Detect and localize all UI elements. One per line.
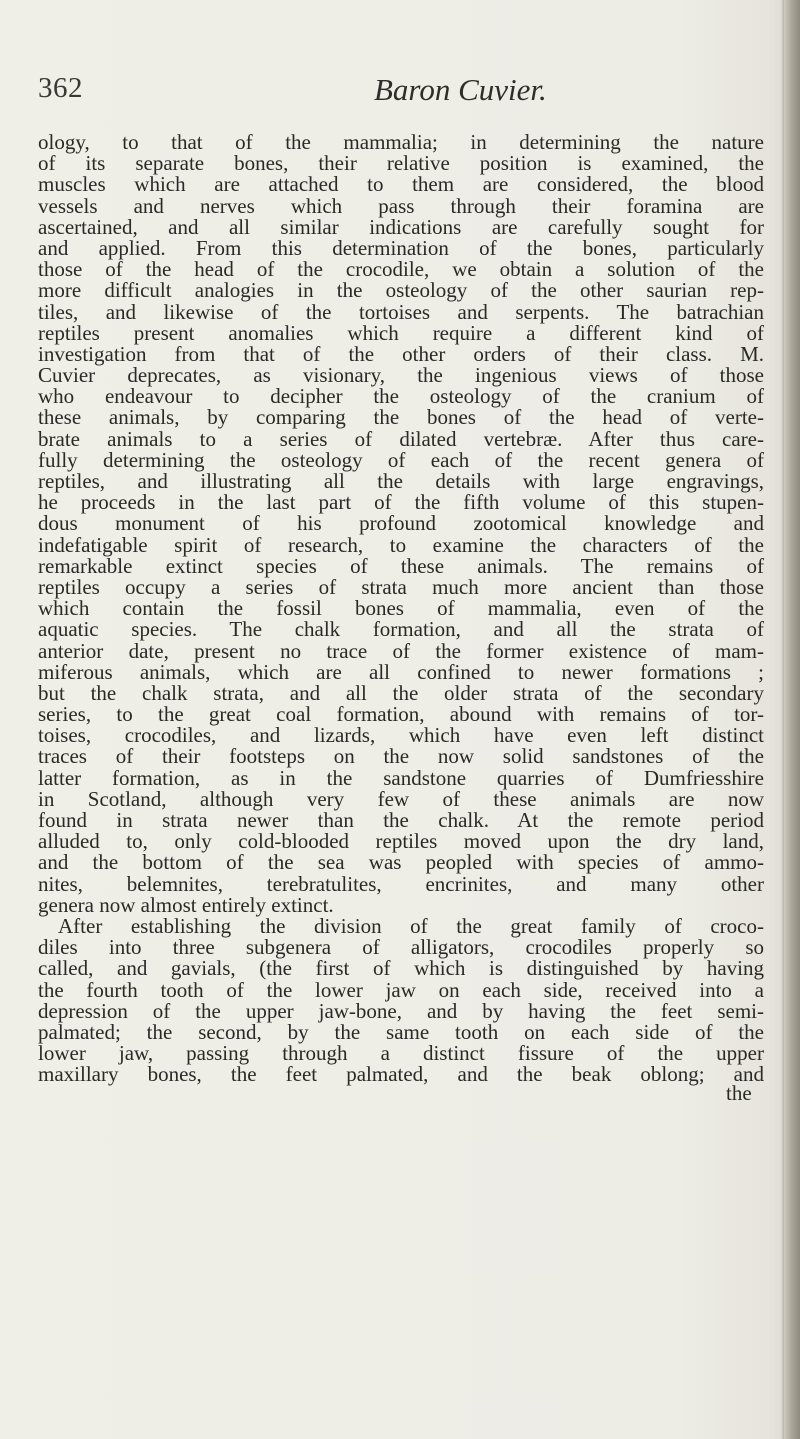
text-line: toises, crocodiles, and lizards, which have even left distinct — [38, 723, 764, 748]
text-line: ology, to that of the mammalia; in determining the nature — [38, 130, 764, 154]
text-line: investigation from that of the other orders of their class. M. — [38, 341, 764, 366]
text-line: latter formation, as in the sandstone quarries of Dumfriesshire — [38, 765, 764, 790]
text-line: he proceeds in the last part of the fifth volume of this stupen- — [38, 490, 764, 515]
text-line: in Scotland, although very few of these animals are now — [38, 786, 764, 811]
text-line: depression of the upper jaw-bone, and by having the feet semi- — [38, 998, 764, 1023]
text-line: maxillary bones, the feet palmated, and the beak oblong; and — [38, 1062, 764, 1087]
page-number: 362 — [38, 72, 83, 104]
text-line: diles into three subgenera of alligators, crocodiles properly so — [38, 935, 764, 960]
text-line: nites, belemnites, terebratulites, encrinites, and many other — [38, 871, 764, 896]
text-line: ascertained, and all similar indications are carefully sought for — [38, 214, 764, 239]
text-line: genera now almost entirely extinct. — [38, 892, 334, 917]
text-line: series, to the great coal formation, abound with remains of tor- — [38, 702, 764, 727]
text-line: found in strata newer than the chalk. At the remote period — [38, 808, 764, 832]
text-line: called, and gavials, (the first of which is distinguished by having — [38, 956, 764, 981]
catchword: the — [726, 1081, 752, 1105]
text-line: Cuvier deprecates, as visionary, the ingenious views of those — [38, 363, 764, 388]
body-text — [38, 132, 764, 1085]
adjacent-page-edge — [784, 0, 800, 1439]
text-line: fully determining the osteology of each of the recent genera of — [38, 447, 764, 472]
text-line: those of the head of the crocodile, we obtain a solution of the — [38, 257, 764, 282]
text-line: reptiles present anomalies which require a different kind of — [38, 320, 764, 345]
text-line: palmated; the second, by the same tooth on each side of the — [38, 1019, 764, 1044]
text-line: more difficult analogies in the osteology of the other saurian rep- — [38, 278, 764, 303]
text-line: and applied. From this determination of the bones, particularly — [38, 235, 764, 260]
text-line: lower jaw, passing through a distinct fissure of the upper — [38, 1041, 764, 1066]
paragraph-first-line: After establishing the division of the great family of croco- — [58, 913, 764, 938]
text-line: reptiles, and illustrating all the details with large engravings, — [38, 469, 764, 493]
text-line: vessels and nerves which pass through their foramina are — [38, 193, 764, 218]
text-line: who endeavour to decipher the osteology of the cranium of — [38, 384, 764, 409]
text-line: traces of their footsteps on the now solid sandstones of the — [38, 744, 764, 769]
text-line: muscles which are attached to them are considered, the blood — [38, 172, 764, 197]
text-line: reptiles occupy a series of strata much more ancient than those — [38, 574, 764, 599]
text-line: alluded to, only cold-blooded reptiles moved upon the dry land, — [38, 829, 764, 854]
text-line: tiles, and likewise of the tortoises and serpents. The batrachian — [38, 299, 764, 324]
text-line: which contain the fossil bones of mammalia, even of the — [38, 596, 764, 621]
text-line: but the chalk strata, and all the older strata of the secondary — [38, 680, 764, 705]
text-line: aquatic species. The chalk formation, and all the strata of — [38, 617, 764, 642]
page-header — [0, 72, 800, 122]
running-head: Baron Cuvier. — [374, 72, 547, 107]
text-line: of its separate bones, their relative position is examined, the — [38, 151, 764, 176]
text-line: and the bottom of the sea was peopled with species of ammo- — [38, 850, 764, 875]
text-line: brate animals to a series of dilated vertebræ. After thus care- — [38, 426, 764, 451]
text-line: indefatigable spirit of research, to examine the characters of the — [38, 532, 764, 557]
text-line: anterior date, present no trace of the former existence of mam- — [38, 638, 764, 663]
text-line: the fourth tooth of the lower jaw on each side, received into a — [38, 977, 764, 1002]
text-line: miferous animals, which are all confined to newer formations ; — [38, 659, 764, 684]
text-line: remarkable extinct species of these animals. The remains of — [38, 553, 764, 578]
text-line: dous monument of his profound zootomical knowledge and — [38, 511, 764, 536]
text-line: these animals, by comparing the bones of the head of verte- — [38, 405, 764, 430]
